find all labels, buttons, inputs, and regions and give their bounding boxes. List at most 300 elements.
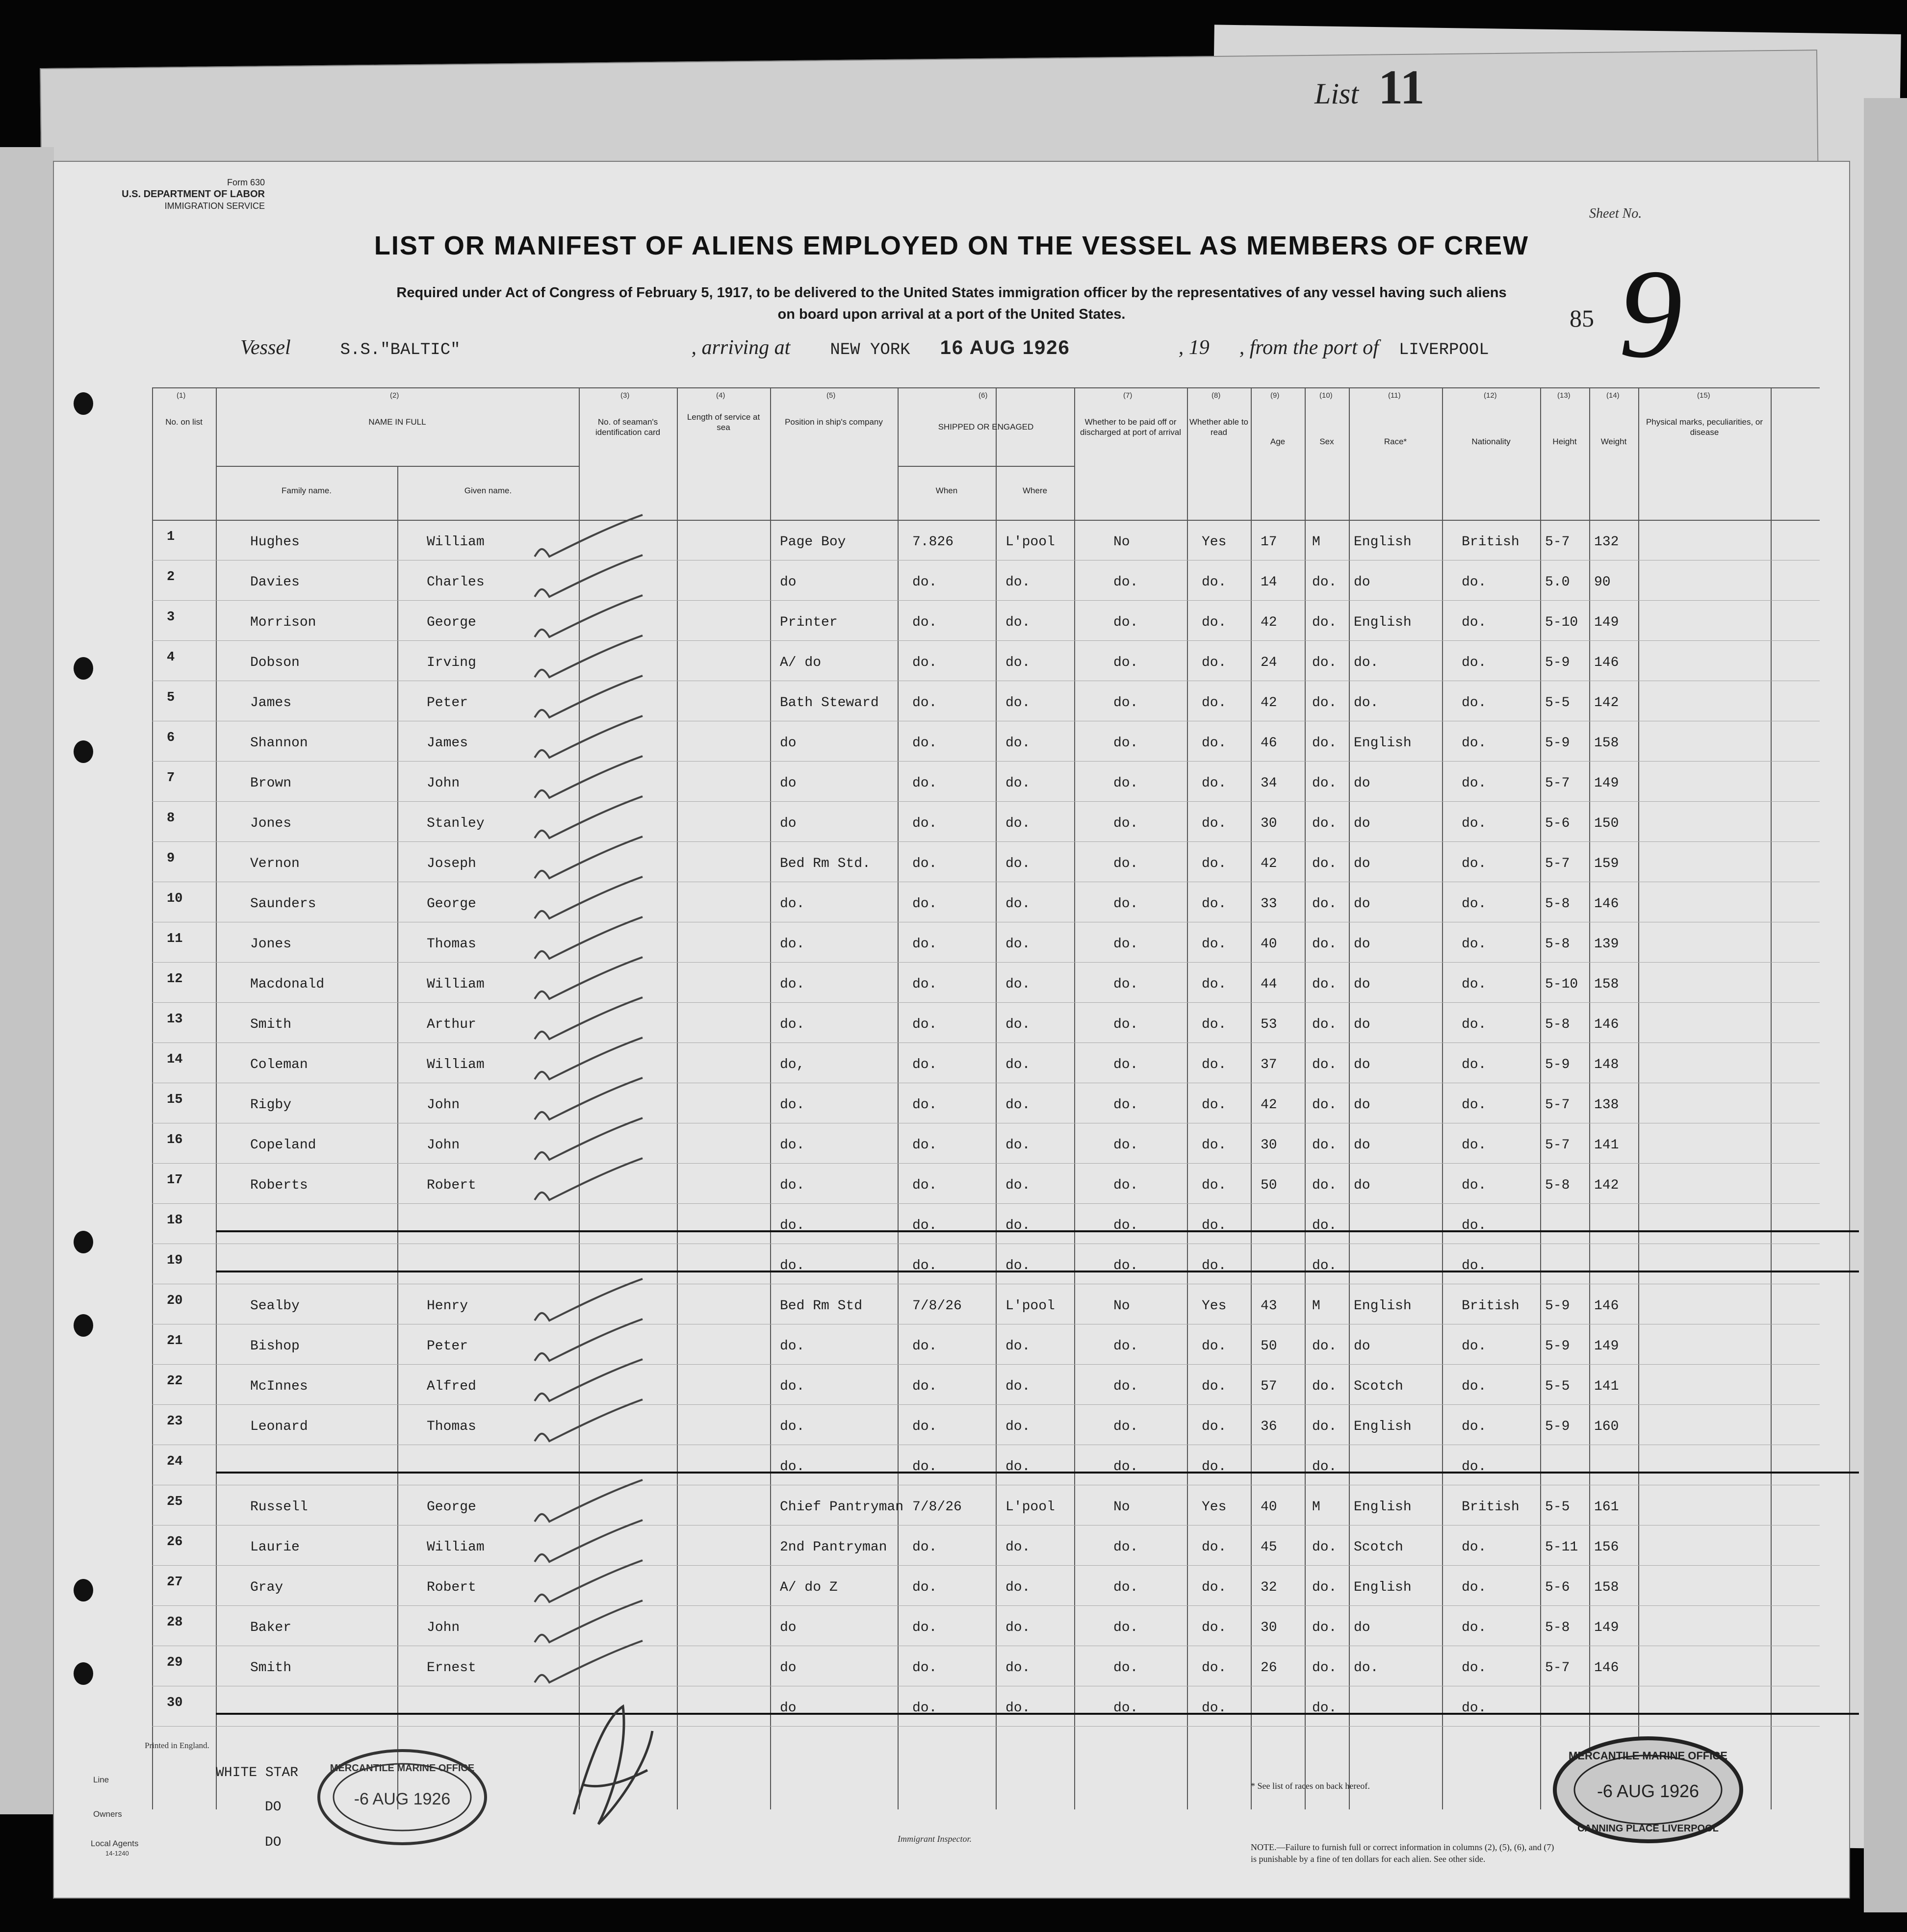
race-note: * See list of races on back hereof. — [1251, 1781, 1370, 1791]
shipped-when-cell: do. — [912, 1540, 937, 1555]
able-to-read-cell: do. — [1202, 736, 1227, 751]
subtitle-line: on board upon arrival at a port of the United States. — [777, 306, 1126, 322]
position-cell: do. — [780, 1258, 805, 1273]
arriving-label: , arriving at — [691, 336, 791, 359]
header-id-card: No. of seaman's identification card — [595, 417, 661, 437]
shipped-where-cell: do. — [1005, 1459, 1031, 1474]
age-cell: 17 — [1261, 534, 1277, 550]
from-label: , from the port of — [1239, 336, 1379, 359]
row-rule — [152, 1364, 1820, 1365]
age-cell: 46 — [1261, 736, 1277, 751]
weight-cell: 160 — [1594, 1419, 1619, 1434]
given-name-cell: George — [427, 1500, 476, 1515]
penalty-note-line: is punishable by a fine of ten dollars for each alien. See other side. — [1251, 1854, 1486, 1864]
race-cell: do — [1354, 937, 1370, 952]
race-cell: do — [1354, 977, 1370, 992]
form-number: Form 630 — [227, 178, 265, 187]
row-number: 19 — [167, 1253, 183, 1268]
family-name-cell: Copeland — [250, 1138, 316, 1153]
height-cell: 5-9 — [1545, 1419, 1570, 1434]
sex-cell: do. — [1312, 1580, 1337, 1595]
weight-cell: 149 — [1594, 615, 1619, 630]
height-cell: 5-9 — [1545, 1298, 1570, 1314]
race-cell: English — [1354, 1580, 1412, 1595]
sex-cell: do. — [1312, 1419, 1337, 1434]
sex-cell: do. — [1312, 937, 1337, 952]
height-cell: 5-7 — [1545, 534, 1570, 550]
family-name-cell: Brown — [250, 776, 292, 791]
shipped-where-cell: do. — [1005, 1017, 1031, 1032]
shipped-where-cell: do. — [1005, 655, 1031, 670]
weight-cell: 142 — [1594, 695, 1619, 711]
column-rule — [1305, 387, 1306, 1809]
race-cell: do — [1354, 1097, 1370, 1113]
paid-off-cell: do. — [1113, 1580, 1138, 1595]
shipped-when-cell: do. — [912, 937, 937, 952]
family-name-cell: Smith — [250, 1660, 292, 1676]
sex-cell: do. — [1312, 655, 1337, 670]
row-number: 22 — [167, 1374, 183, 1389]
age-cell: 24 — [1261, 655, 1277, 670]
column-number: (4) — [716, 391, 725, 400]
header-position: Position in ship's company — [785, 417, 883, 427]
family-name-cell: Coleman — [250, 1057, 308, 1072]
height-cell: 5-8 — [1545, 937, 1570, 952]
race-cell: do. — [1354, 655, 1379, 670]
able-to-read-cell: do. — [1202, 575, 1227, 590]
height-cell: 5-7 — [1545, 1660, 1570, 1676]
given-name-cell: Peter — [427, 1339, 468, 1354]
mercantile-marine-office-stamp-right — [1550, 1731, 1746, 1849]
position-cell: do — [780, 575, 797, 590]
column-number: (8) — [1211, 391, 1221, 400]
weight-cell: 149 — [1594, 776, 1619, 791]
nationality-cell: do. — [1462, 1218, 1487, 1233]
sex-cell: do. — [1312, 1660, 1337, 1676]
given-name-cell: John — [427, 1138, 460, 1153]
name-split-rule — [397, 466, 398, 1809]
family-name-cell: Roberts — [250, 1178, 308, 1193]
adjacent-page-left — [0, 147, 54, 1814]
handwritten-number: 9 — [1619, 243, 1682, 384]
height-cell: 5-9 — [1545, 1057, 1570, 1072]
weight-cell: 142 — [1594, 1178, 1619, 1193]
race-cell: do — [1354, 1339, 1370, 1354]
position-cell: do. — [780, 977, 805, 992]
column-rule — [1540, 387, 1541, 1809]
row-number: 1 — [167, 530, 175, 544]
column-number: (9) — [1270, 391, 1280, 400]
agents-value: DO — [265, 1835, 282, 1850]
row-number: 8 — [167, 811, 175, 826]
shipped-when-cell: do. — [912, 1701, 937, 1716]
shipped-when-cell: do. — [912, 1379, 937, 1394]
race-cell: English — [1354, 1298, 1412, 1314]
paid-off-cell: do. — [1113, 816, 1138, 831]
weight-cell: 149 — [1594, 1339, 1619, 1354]
shipped-when-cell: do. — [912, 1419, 937, 1434]
family-name-cell: Baker — [250, 1620, 292, 1635]
header-able-read: Whether able to read — [1189, 417, 1249, 437]
shipped-where-cell: do. — [1005, 1339, 1031, 1354]
paid-off-cell: do. — [1113, 695, 1138, 711]
row-rule — [152, 1163, 1820, 1164]
year-label: , 19 — [1178, 336, 1210, 359]
shipped-where-cell: do. — [1005, 937, 1031, 952]
paid-off-cell: do. — [1113, 937, 1138, 952]
shipped-when-cell: do. — [912, 896, 937, 912]
position-cell: Bath Steward — [780, 695, 879, 711]
able-to-read-cell: do. — [1202, 1459, 1227, 1474]
weight-cell: 141 — [1594, 1138, 1619, 1153]
column-rule — [1187, 387, 1188, 1809]
paid-off-cell: No — [1113, 1500, 1130, 1515]
age-cell: 40 — [1261, 1500, 1277, 1515]
column-rule — [216, 387, 217, 1809]
position-cell: A/ do — [780, 655, 822, 670]
able-to-read-cell: do. — [1202, 856, 1227, 871]
column-rule — [1251, 387, 1252, 1809]
nationality-cell: do. — [1462, 1057, 1487, 1072]
row-number: 7 — [167, 771, 175, 786]
inspector-signature — [554, 1687, 672, 1844]
shipped-where-cell: do. — [1005, 1701, 1031, 1716]
age-cell: 30 — [1261, 816, 1277, 831]
shipped-when-cell: do. — [912, 1057, 937, 1072]
shipped-where-cell: do. — [1005, 1540, 1031, 1555]
weight-cell: 146 — [1594, 1660, 1619, 1676]
shipped-where-cell: do. — [1005, 1379, 1031, 1394]
nationality-cell: do. — [1462, 1258, 1487, 1273]
given-name-cell: Thomas — [427, 937, 476, 952]
row-rule — [152, 1565, 1820, 1566]
agents-code: 14-1240 — [105, 1850, 129, 1857]
table-top-rule — [152, 387, 1820, 388]
nationality-cell: British — [1462, 534, 1520, 550]
family-name-cell: Leonard — [250, 1419, 308, 1434]
column-number: (14) — [1606, 391, 1620, 400]
able-to-read-cell: do. — [1202, 1017, 1227, 1032]
position-cell: do — [780, 1701, 797, 1716]
shipped-where-cell: do. — [1005, 1057, 1031, 1072]
family-name-cell: Sealby — [250, 1298, 300, 1314]
row-number: 30 — [167, 1696, 183, 1710]
family-name-cell: Jones — [250, 937, 292, 952]
row-number: 15 — [167, 1093, 183, 1107]
race-cell: do — [1354, 1017, 1370, 1032]
race-cell: do. — [1354, 1660, 1379, 1676]
given-name-cell: John — [427, 1620, 460, 1635]
given-name-cell: Robert — [427, 1580, 476, 1595]
row-rule — [152, 1042, 1820, 1043]
height-cell: 5-9 — [1545, 655, 1570, 670]
strike-through-line — [216, 1271, 1859, 1272]
inspector-label: Immigrant Inspector. — [898, 1834, 972, 1844]
sex-cell: do. — [1312, 1097, 1337, 1113]
sex-cell: do. — [1312, 736, 1337, 751]
shipped-where-cell: L'pool — [1005, 1298, 1055, 1314]
column-number: (6) — [979, 391, 988, 400]
position-cell: 2nd Pantryman — [780, 1540, 887, 1555]
sex-cell: do. — [1312, 575, 1337, 590]
penalty-note-line: NOTE.—Failure to furnish full or correct information in columns (2), (5), (6), and (7) — [1251, 1842, 1554, 1852]
sex-cell: do. — [1312, 896, 1337, 912]
age-cell: 30 — [1261, 1620, 1277, 1635]
shipped-when-cell: do. — [912, 1178, 937, 1193]
shipped-when-cell: do. — [912, 776, 937, 791]
able-to-read-cell: do. — [1202, 1339, 1227, 1354]
able-to-read-cell: do. — [1202, 1379, 1227, 1394]
paid-off-cell: do. — [1113, 977, 1138, 992]
paid-off-cell: do. — [1113, 1620, 1138, 1635]
shipped-where-cell: do. — [1005, 776, 1031, 791]
row-number: 5 — [167, 690, 175, 705]
nationality-cell: do. — [1462, 1701, 1487, 1716]
nationality-cell: do. — [1462, 977, 1487, 992]
shipped-when-cell: do. — [912, 1097, 937, 1113]
shipped-when-cell: do. — [912, 1339, 937, 1354]
position-cell: do — [780, 1660, 797, 1676]
shipped-when-cell: do. — [912, 816, 937, 831]
list-number — [1314, 59, 1425, 115]
header-no-on-list: No. on list — [165, 417, 203, 427]
height-cell: 5-5 — [1545, 695, 1570, 711]
paid-off-cell: do. — [1113, 1701, 1138, 1716]
header-bottom-rule — [152, 520, 1820, 521]
given-name-cell: John — [427, 776, 460, 791]
column-rule — [1442, 387, 1443, 1809]
family-name-cell: Gray — [250, 1580, 283, 1595]
family-name-cell: Hughes — [250, 534, 300, 550]
position-cell: do — [780, 1620, 797, 1635]
row-number: 4 — [167, 650, 175, 665]
paid-off-cell: do. — [1113, 1017, 1138, 1032]
race-cell: do — [1354, 1057, 1370, 1072]
column-number: (11) — [1388, 391, 1401, 400]
column-rule — [898, 387, 899, 1809]
able-to-read-cell: Yes — [1202, 534, 1227, 550]
row-number: 2 — [167, 570, 175, 585]
shipped-when-cell: do. — [912, 615, 937, 630]
family-name-cell: Rigby — [250, 1097, 292, 1113]
owners-value: DO — [265, 1800, 282, 1815]
shipped-where-cell: do. — [1005, 1419, 1031, 1434]
family-name-cell: Bishop — [250, 1339, 300, 1354]
shipped-when-cell: do. — [912, 1258, 937, 1273]
manifest-page — [54, 162, 1849, 1898]
nationality-cell: do. — [1462, 1097, 1487, 1113]
able-to-read-cell: do. — [1202, 1258, 1227, 1273]
age-cell: 53 — [1261, 1017, 1277, 1032]
printed-in-england: Printed in England. — [145, 1741, 209, 1750]
family-name-cell: Saunders — [250, 896, 316, 912]
header-paid-off: Whether to be paid off or discharged at port of arrival — [1080, 417, 1181, 437]
sheet-number: 85 — [1570, 305, 1594, 332]
race-cell: Scotch — [1354, 1540, 1403, 1555]
header-given-name: Given name. — [464, 486, 512, 495]
position-cell: do, — [780, 1057, 805, 1072]
age-cell: 14 — [1261, 575, 1277, 590]
stamp-date: -6 AUG 1926 — [1597, 1781, 1700, 1801]
paid-off-cell: do. — [1113, 1339, 1138, 1354]
subtitle — [265, 282, 1638, 325]
shipped-where-cell: do. — [1005, 695, 1031, 711]
paid-off-cell: do. — [1113, 1097, 1138, 1113]
subtitle-line: Required under Act of Congress of February 5, 1917, to be delivered to the United States immigration officer by the representatives of any vessel having such aliens — [396, 285, 1507, 301]
weight-cell: 141 — [1594, 1379, 1619, 1394]
shipped-when-cell: do. — [912, 1459, 937, 1474]
given-name-cell: Arthur — [427, 1017, 476, 1032]
position-cell: do. — [780, 896, 805, 912]
able-to-read-cell: do. — [1202, 1419, 1227, 1434]
header-family-name: Family name. — [281, 486, 332, 495]
weight-cell: 132 — [1594, 534, 1619, 550]
paid-off-cell: do. — [1113, 776, 1138, 791]
row-rule — [152, 1002, 1820, 1003]
age-cell: 26 — [1261, 1660, 1277, 1676]
nationality-cell: do. — [1462, 1660, 1487, 1676]
position-cell: do. — [780, 1097, 805, 1113]
shipped-when-cell: do. — [912, 1138, 937, 1153]
sex-cell: do. — [1312, 1017, 1337, 1032]
header-where: Where — [1022, 486, 1048, 495]
height-cell: 5-8 — [1545, 1178, 1570, 1193]
weight-cell: 146 — [1594, 655, 1619, 670]
family-name-cell: Laurie — [250, 1540, 300, 1555]
shipped-where-cell: do. — [1005, 816, 1031, 831]
stamp-text: MERCANTILE MARINE OFFICE — [1569, 1750, 1727, 1762]
given-name-cell: James — [427, 736, 468, 751]
departure-port: LIVERPOOL — [1398, 341, 1489, 359]
row-rule — [152, 1203, 1820, 1204]
punch-hole — [74, 1662, 93, 1685]
vessel-label: Vessel — [240, 336, 291, 359]
column-rule — [677, 387, 678, 1809]
weight-cell: 139 — [1594, 937, 1619, 952]
weight-cell: 150 — [1594, 816, 1619, 831]
race-cell: Scotch — [1354, 1379, 1403, 1394]
paid-off-cell: do. — [1113, 896, 1138, 912]
row-number: 11 — [167, 932, 183, 946]
nationality-cell: do. — [1462, 575, 1487, 590]
header-when: When — [935, 486, 958, 495]
age-cell: 40 — [1261, 937, 1277, 952]
given-name-cell: William — [427, 1540, 485, 1555]
row-rule — [152, 1726, 1820, 1727]
position-cell: A/ do Z — [780, 1580, 838, 1595]
height-cell: 5-5 — [1545, 1379, 1570, 1394]
age-cell: 50 — [1261, 1178, 1277, 1193]
row-rule — [152, 1404, 1820, 1405]
height-cell: 5-10 — [1545, 615, 1578, 630]
punch-hole — [74, 1231, 93, 1253]
position-cell: Page Boy — [780, 534, 846, 550]
nationality-cell: do. — [1462, 1540, 1487, 1555]
header-height: Height — [1552, 437, 1577, 446]
sex-cell: do. — [1312, 1178, 1337, 1193]
age-cell: 57 — [1261, 1379, 1277, 1394]
shipped-where-cell: L'pool — [1005, 534, 1055, 550]
form-header — [103, 177, 265, 212]
position-cell: do. — [780, 1459, 805, 1474]
race-cell: do — [1354, 575, 1370, 590]
shipped-when-cell: 7/8/26 — [912, 1500, 962, 1515]
race-cell: English — [1354, 1419, 1412, 1434]
column-rule — [1771, 387, 1772, 1809]
row-number: 3 — [167, 610, 175, 625]
nationality-cell: do. — [1462, 856, 1487, 871]
column-number: (5) — [826, 391, 836, 400]
vessel-line — [240, 336, 1712, 359]
column-number: (1) — [177, 391, 186, 400]
vessel-name: S.S."BALTIC" — [340, 341, 461, 359]
race-cell: do. — [1354, 695, 1379, 711]
sex-cell: do. — [1312, 977, 1337, 992]
service: IMMIGRATION SERVICE — [164, 201, 265, 211]
check-mark — [530, 1153, 647, 1212]
nationality-cell: do. — [1462, 1339, 1487, 1354]
shipped-where-cell: do. — [1005, 1580, 1031, 1595]
column-number: (7) — [1123, 391, 1133, 400]
position-cell: do. — [780, 1339, 805, 1354]
column-rule — [1589, 387, 1590, 1809]
header-race: Race* — [1384, 437, 1407, 446]
position-cell: do. — [780, 937, 805, 952]
punch-hole — [74, 657, 93, 680]
age-cell: 42 — [1261, 695, 1277, 711]
row-rule — [152, 801, 1820, 802]
row-number: 12 — [167, 972, 183, 987]
nationality-cell: British — [1462, 1298, 1520, 1314]
row-number: 18 — [167, 1213, 183, 1228]
nationality-cell: do. — [1462, 816, 1487, 831]
sex-cell: do. — [1312, 615, 1337, 630]
sex-cell: do. — [1312, 1138, 1337, 1153]
adjacent-page-right — [1864, 98, 1907, 1912]
able-to-read-cell: do. — [1202, 1057, 1227, 1072]
column-number: (15) — [1697, 391, 1710, 400]
sex-cell: do. — [1312, 1258, 1337, 1273]
header-sex: Sex — [1319, 437, 1334, 446]
height-cell: 5-9 — [1545, 1339, 1570, 1354]
column-rule — [1074, 387, 1075, 1809]
arrival-port: NEW YORK — [830, 341, 910, 359]
paid-off-cell: do. — [1113, 655, 1138, 670]
row-rule — [152, 1605, 1820, 1606]
nationality-cell: do. — [1462, 776, 1487, 791]
row-rule — [152, 761, 1820, 762]
family-name-cell: Macdonald — [250, 977, 325, 992]
weight-cell: 146 — [1594, 896, 1619, 912]
sex-cell: M — [1312, 534, 1320, 550]
nationality-cell: British — [1462, 1500, 1520, 1515]
row-number: 9 — [167, 851, 175, 866]
race-cell: do — [1354, 856, 1370, 871]
weight-cell: 161 — [1594, 1500, 1619, 1515]
race-cell: English — [1354, 736, 1412, 751]
position-cell: Bed Rm Std. — [780, 856, 871, 871]
sheet-label: Sheet No. — [1589, 206, 1642, 221]
nationality-cell: do. — [1462, 1379, 1487, 1394]
nationality-cell: do. — [1462, 1419, 1487, 1434]
age-cell: 44 — [1261, 977, 1277, 992]
row-number: 6 — [167, 731, 175, 745]
nationality-cell: do. — [1462, 1138, 1487, 1153]
shipped-where-cell: do. — [1005, 575, 1031, 590]
shipped-where-cell: do. — [1005, 736, 1031, 751]
sex-cell: do. — [1312, 1459, 1337, 1474]
paid-off-cell: do. — [1113, 856, 1138, 871]
